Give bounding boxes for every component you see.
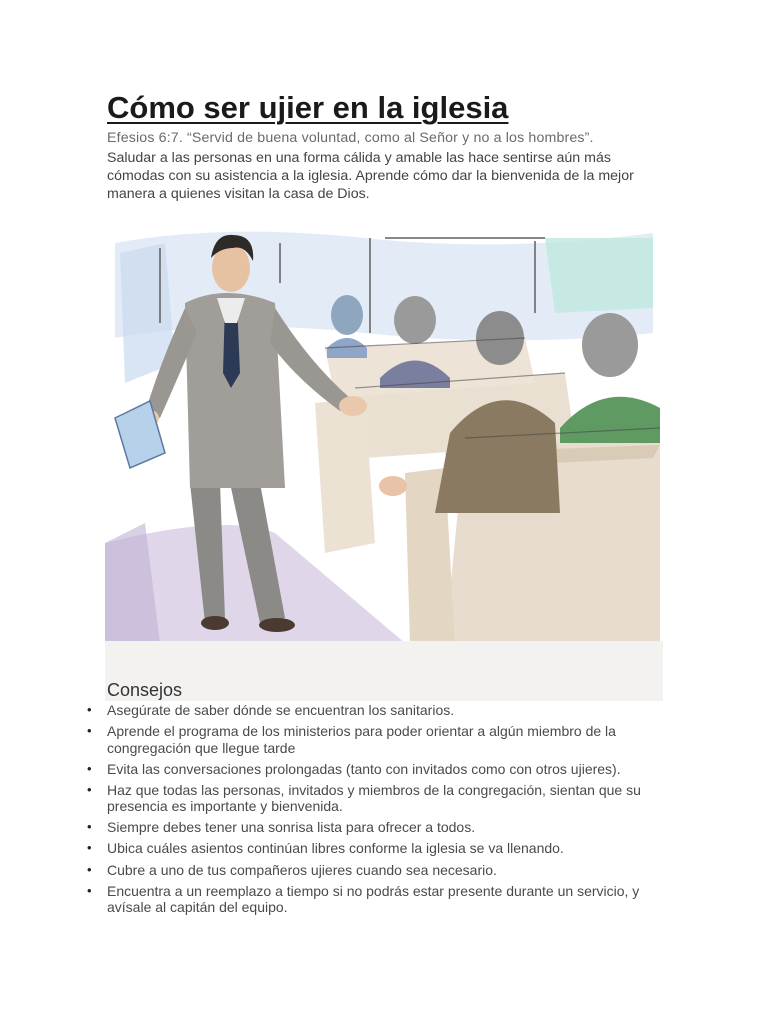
list-item: • Cubre a uno de tus compañeros ujieres cuando sea necesario. bbox=[87, 862, 647, 879]
caption-band bbox=[105, 641, 663, 701]
list-item: • Ubica cuáles asientos continúan libres conforme la iglesia se va llenando. bbox=[87, 840, 647, 857]
list-item: • Encuentra a un reemplazo a tiempo si no podrás estar presente durante un servicio, y avísale al capitán del equipo. bbox=[87, 883, 647, 916]
list-item: • Aprende el programa de los ministerios para poder orientar a algún miembro de la congregación que llegue tarde bbox=[87, 723, 647, 756]
list-item: • Siempre debes tener una sonrisa lista para ofrecer a todos. bbox=[87, 819, 647, 836]
page-title: Cómo ser ujier en la iglesia bbox=[107, 90, 509, 125]
intro-paragraph: Saludar a las personas en una forma cálida y amable las hace sentirse aún más cómodas con su asistencia a la iglesia. Aprende cómo dar la bienvenida de la mejor manera a quienes visitan la casa de Dios. bbox=[107, 150, 634, 203]
list-item: • Evita las conversaciones prolongadas (tanto con invitados como con otros ujieres). bbox=[87, 761, 647, 778]
list-item: • Asegúrate de saber dónde se encuentran los sanitarios. bbox=[87, 702, 647, 719]
tips-heading: Consejos bbox=[107, 680, 183, 700]
bible-verse: Efesios 6:7. “Servid de buena voluntad, como al Señor y no a los hombres”. bbox=[107, 130, 594, 146]
tips-list bbox=[87, 702, 647, 920]
list-item: • Haz que todas las personas, invitados y miembros de la congregación, sientan que su presencia es importante y bienvenida. bbox=[87, 782, 647, 815]
usher-illustration bbox=[105, 213, 663, 643]
